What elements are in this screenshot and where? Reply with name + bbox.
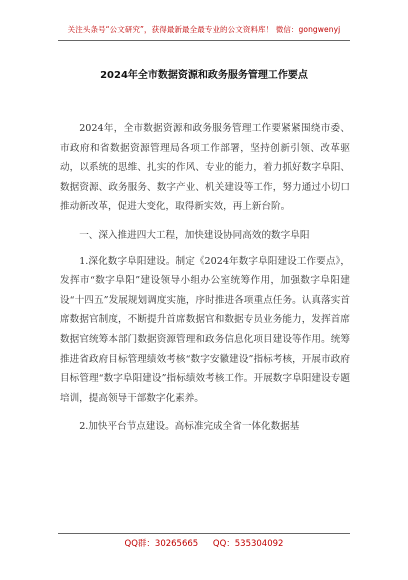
footer-divider [58,533,350,534]
paragraph-item-2: 2.加快平台节点建设。高标准完成全省一体化数据基 [79,421,300,433]
document-body [60,119,350,446]
footer-qq-group: QQ群：30265665 [124,539,199,549]
paragraph-intro: 2024年，全市数据资源和政务服务管理工作要紧紧围绕市委、市政府和省数据资源管理局各项工作部署，坚持创新引领、改革驱动，以系统的思维、扎实的作风、专业的能力，着力抓好数字阜阳、数据资源、政务服务、数字产业、机关建设等工作，努力通过小切口推动新改革，促进大变化，取得新实效，再上新台阶。 [60,123,350,213]
header-divider [58,40,350,41]
page-footer [0,537,408,549]
paragraph-item-1: 1.深化数字阜阳建设。制定《2024年数字阜阳建设工作要点》，发挥市“数字阜阳”建设领导小组办公室统筹作用，加强数字阜阳建设“十四五”发展规划调度实施，序时推进各项重点任务。认真落实首席数据官制度，不断提升首席数据官和数据专员业务能力，发挥首席数据官统筹本部门数据资源管理和政务信息化项目建设等作用。统筹推进省政府目标管理绩效考核“数字安徽建设”指标考核，开展市政府目标管理“数字阜阳建设”指标绩效考核工作。开展数字阜阳建设专题培训，提高领导干部数字化素养。 [60,255,350,404]
section-heading-1: 一、深入推进四大工程，加快建设协同高效的数字阜阳 [79,229,310,241]
page-header-note: 关注头条号“公文研究”，获得最新最全最专业的公文资料库！ 微信：gongwenyj [67,25,341,34]
document-title: 2024年全市数据资源和政务服务管理工作要点 [100,70,308,81]
footer-qq: QQ：535304092 [212,539,284,549]
